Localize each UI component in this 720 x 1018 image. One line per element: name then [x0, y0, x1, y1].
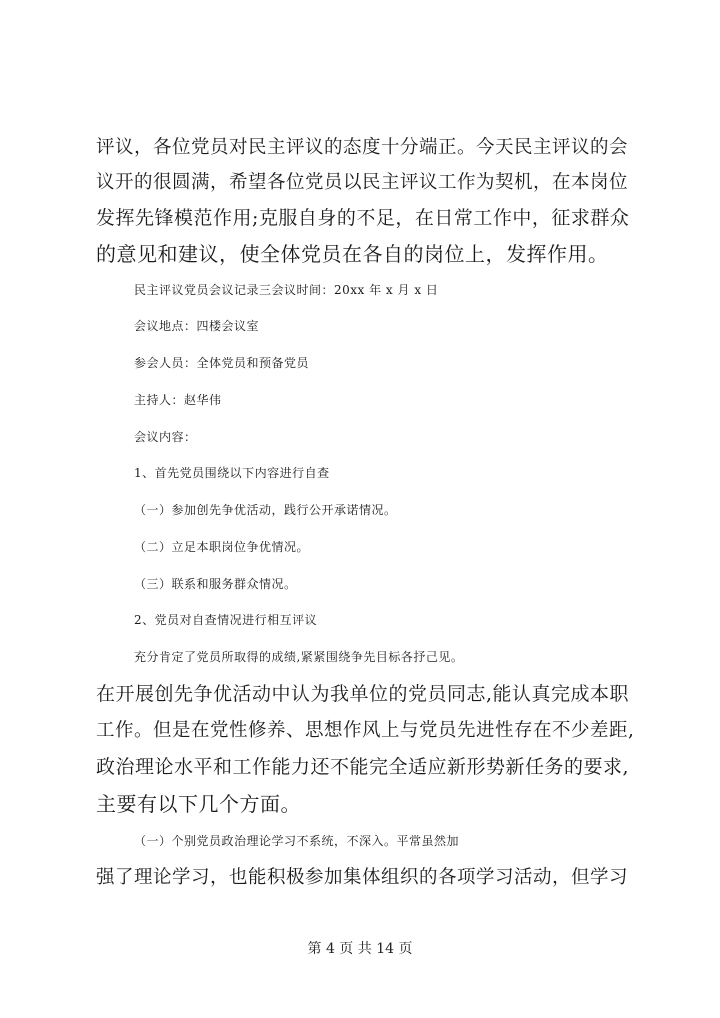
attendees-line: 参会人员：全体党员和预备党员 — [134, 356, 310, 370]
paragraph-line: 充分肯定了党员所取得的成绩,紧紧围绕争先目标各抒己见。 — [134, 650, 464, 664]
item-heading-2: 2、党员对自查情况进行相互评议 — [134, 613, 318, 627]
paragraph-line: 的意见和建议，使全体党员在各自的岗位上，发挥作用。 — [96, 242, 609, 266]
meeting-time-line: 民主评议党员会议记录三会议时间：20xx 年 x 月 x 日 — [134, 283, 439, 297]
sub-item: （三）联系和服务群众情况。 — [134, 577, 297, 591]
paragraph-line: 主要有以下几个方面。 — [96, 792, 301, 816]
paragraph-line: 在开展创先争优活动中认为我单位的党员同志,能认真完成本职 — [96, 683, 630, 705]
page-number-footer: 第 4 页 共 14 页 — [307, 941, 413, 957]
paragraph-line: （一）个别党员政治理论学习不系统，不深入。平常虽然加 — [134, 834, 460, 848]
sub-item: （一）参加创先争优活动，践行公开承诺情况。 — [134, 503, 397, 517]
paragraph-line: 议开的很圆满，希望各位党员以民主评议工作为契机，在本岗位 — [96, 172, 629, 193]
paragraph-line: 发挥先锋模范作用;克服自身的不足，在日常工作中，征求群众 — [96, 207, 630, 229]
paragraph-line: 政治理论水平和工作能力还不能完全适应新形势新任务的要求, — [96, 756, 630, 778]
meeting-content-heading: 会议内容： — [134, 430, 197, 444]
item-heading-1: 1、首先党员围绕以下内容进行自查 — [134, 466, 330, 480]
meeting-location-line: 会议地点：四楼会议室 — [134, 319, 260, 333]
paragraph-line: 强了理论学习，也能积极参加集体组织的各项学习活动，但学习 — [96, 867, 629, 888]
sub-item: （二）立足本职岗位争优情况。 — [134, 540, 310, 554]
paragraph-line: 评议，各位党员对民主评议的态度十分端正。今天民主评议的会 — [96, 137, 629, 158]
host-line: 主持人：赵华伟 — [134, 393, 222, 407]
paragraph-line: 工作。但是在党性修养、思想作风上与党员先进性存在不少差距, — [96, 720, 635, 741]
